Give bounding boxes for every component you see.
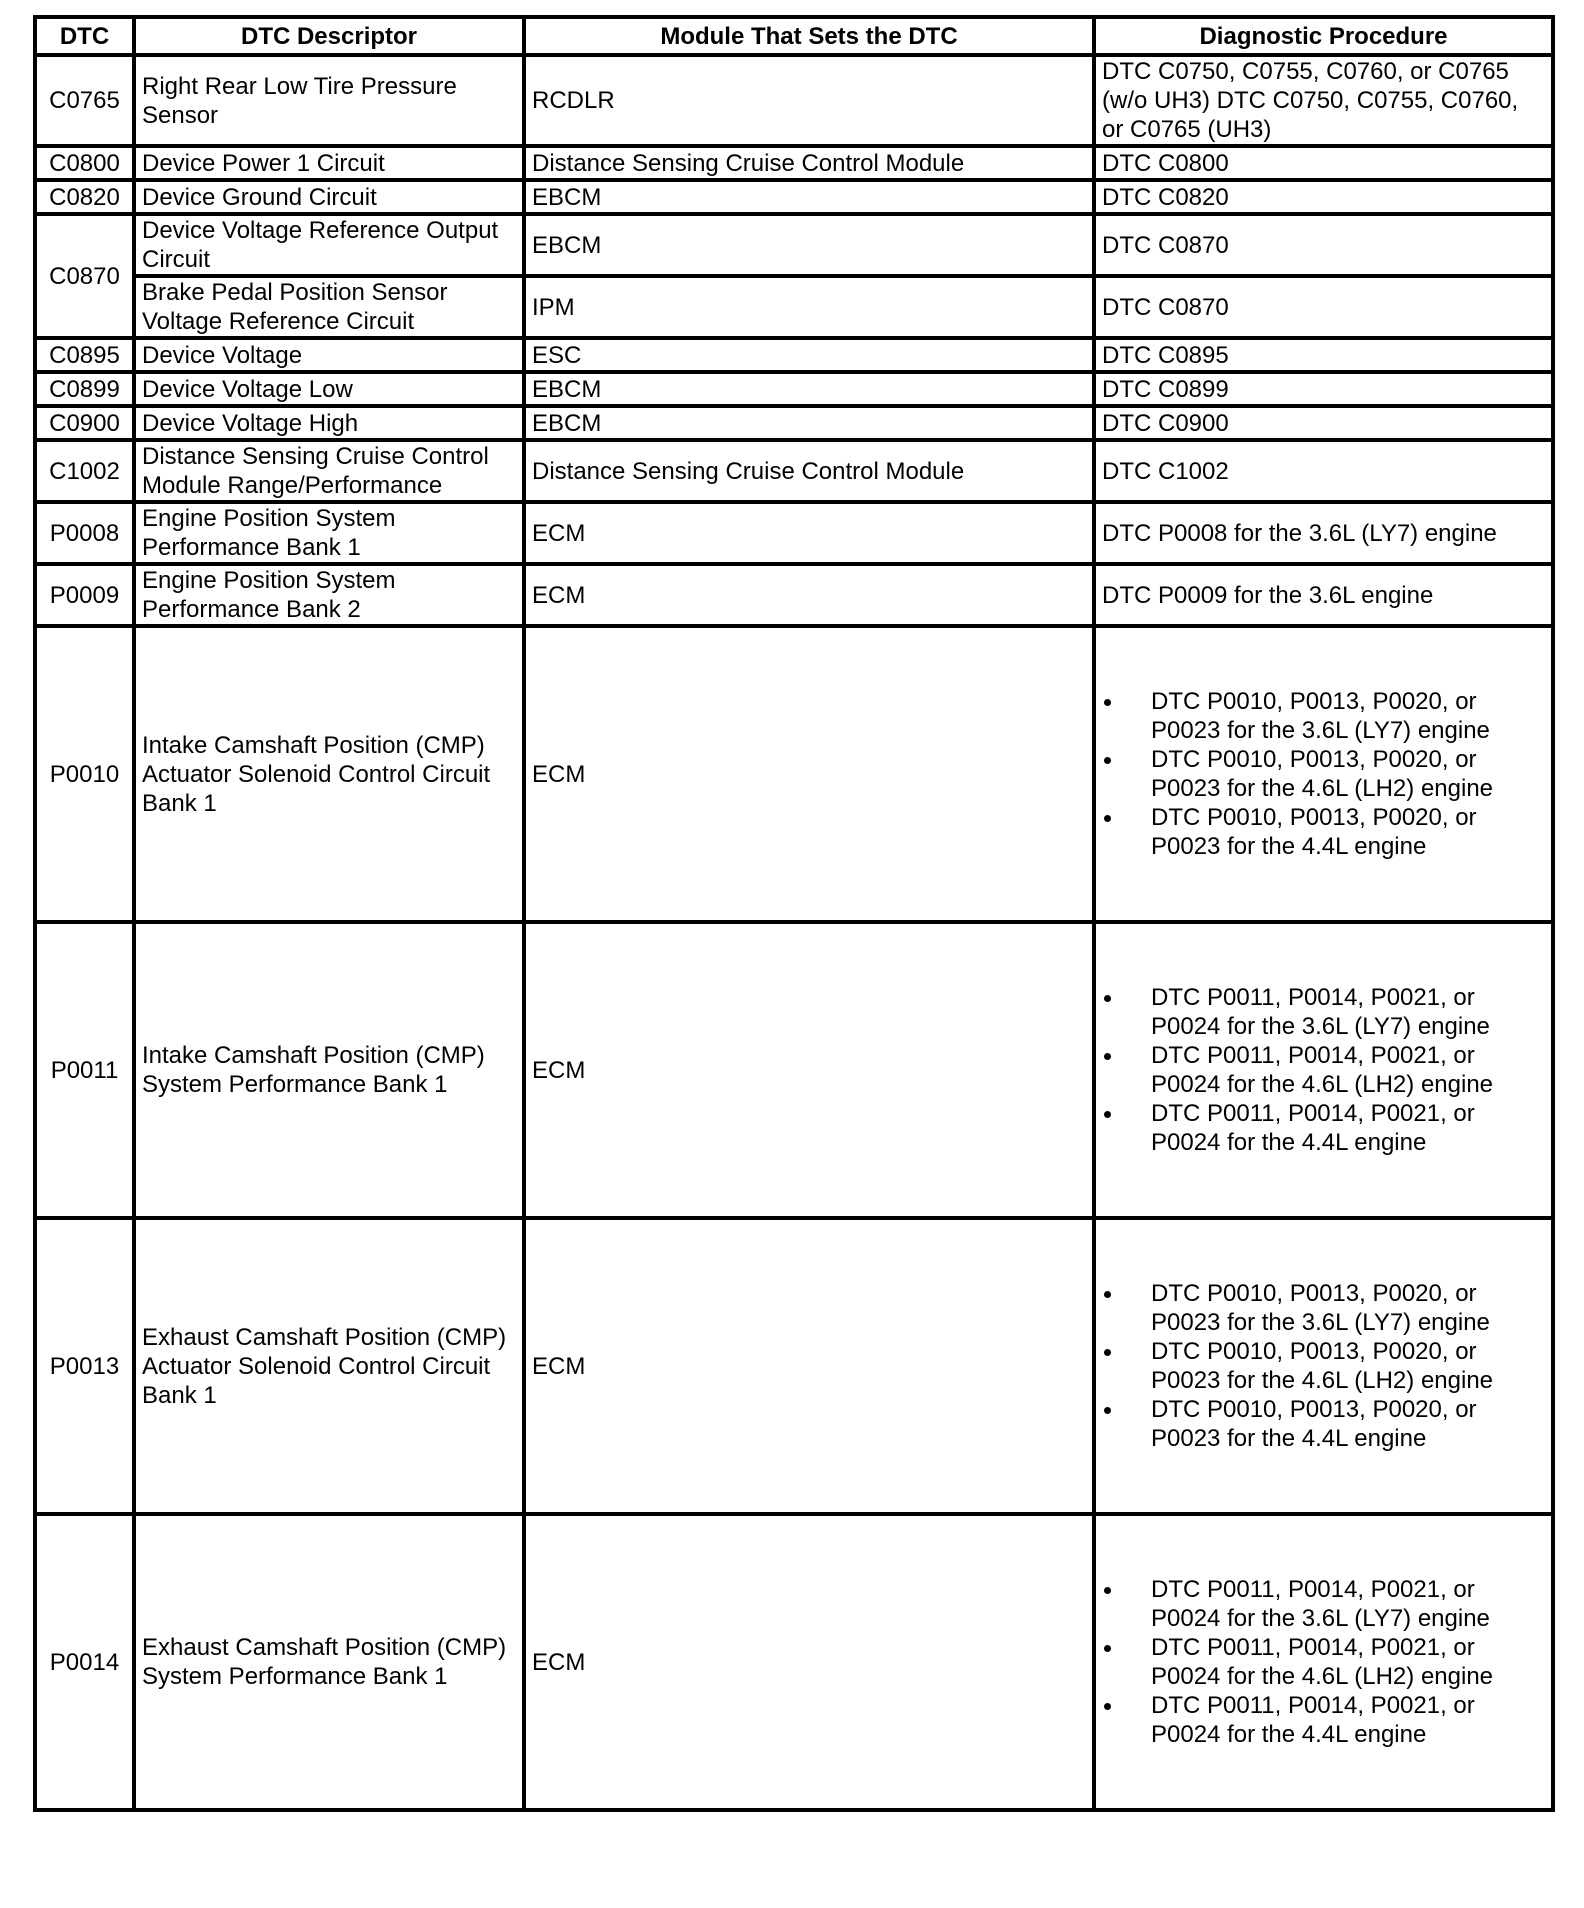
diagnostic-procedure: DTC C0750, C0755, C0760, or C0765 (w/o UH3) DTC C0750, C0755, C0760, or C0765 (UH3) bbox=[1094, 55, 1553, 146]
diagnostic-procedure: DTC C0820 bbox=[1094, 180, 1553, 214]
diagnostic-procedure bbox=[1094, 922, 1553, 1218]
procedure-list bbox=[1102, 983, 1545, 1157]
header-dtc: DTC bbox=[35, 17, 134, 55]
procedure-list bbox=[1102, 1279, 1545, 1453]
table-row bbox=[35, 626, 1553, 922]
header-row bbox=[35, 17, 1553, 55]
module-name: ECM bbox=[524, 564, 1094, 626]
procedure-item: DTC P0010, P0013, P0020, or P0023 for the 4.6L (LH2) engine bbox=[1151, 745, 1545, 803]
procedure-item: DTC P0010, P0013, P0020, or P0023 for the 4.4L engine bbox=[1151, 803, 1545, 861]
procedure-item: DTC P0011, P0014, P0021, or P0024 for the 3.6L (LY7) engine bbox=[1151, 1575, 1545, 1633]
header-module: Module That Sets the DTC bbox=[524, 17, 1094, 55]
module-name: ESC bbox=[524, 338, 1094, 372]
module-name: ECM bbox=[524, 1514, 1094, 1810]
table-row bbox=[35, 1514, 1553, 1810]
dtc-code: C0820 bbox=[35, 180, 134, 214]
module-name: IPM bbox=[524, 276, 1094, 338]
dtc-code: P0010 bbox=[35, 626, 134, 922]
table-row bbox=[35, 406, 1553, 440]
dtc-code: P0009 bbox=[35, 564, 134, 626]
procedure-item: DTC P0011, P0014, P0021, or P0024 for the 4.6L (LH2) engine bbox=[1151, 1041, 1545, 1099]
table-row bbox=[35, 564, 1553, 626]
diagnostic-procedure: DTC C0900 bbox=[1094, 406, 1553, 440]
table-row bbox=[35, 922, 1553, 1218]
dtc-code: C0900 bbox=[35, 406, 134, 440]
table-row bbox=[35, 502, 1553, 564]
table-row bbox=[35, 146, 1553, 180]
module-name: EBCM bbox=[524, 372, 1094, 406]
dtc-descriptor: Intake Camshaft Position (CMP) Actuator Solenoid Control Circuit Bank 1 bbox=[134, 626, 524, 922]
module-name: ECM bbox=[524, 502, 1094, 564]
module-name: ECM bbox=[524, 922, 1094, 1218]
dtc-code: C0765 bbox=[35, 55, 134, 146]
diagnostic-procedure: DTC C0800 bbox=[1094, 146, 1553, 180]
dtc-descriptor: Device Voltage bbox=[134, 338, 524, 372]
procedure-item: DTC P0010, P0013, P0020, or P0023 for the 3.6L (LY7) engine bbox=[1151, 1279, 1545, 1337]
module-name: ECM bbox=[524, 626, 1094, 922]
table-row bbox=[35, 440, 1553, 502]
diagnostic-procedure: DTC P0008 for the 3.6L (LY7) engine bbox=[1094, 502, 1553, 564]
module-name: ECM bbox=[524, 1218, 1094, 1514]
dtc-descriptor: Engine Position System Performance Bank 2 bbox=[134, 564, 524, 626]
table-row bbox=[35, 372, 1553, 406]
table-row bbox=[35, 338, 1553, 372]
dtc-code: C0870 bbox=[35, 214, 134, 338]
procedure-item: DTC P0011, P0014, P0021, or P0024 for the 3.6L (LY7) engine bbox=[1151, 983, 1545, 1041]
module-name: Distance Sensing Cruise Control Module bbox=[524, 146, 1094, 180]
procedure-item: DTC P0011, P0014, P0021, or P0024 for the 4.6L (LH2) engine bbox=[1151, 1633, 1545, 1691]
dtc-descriptor: Device Voltage Reference Output Circuit bbox=[134, 214, 524, 276]
dtc-code: P0011 bbox=[35, 922, 134, 1218]
dtc-code: P0008 bbox=[35, 502, 134, 564]
header-procedure: Diagnostic Procedure bbox=[1094, 17, 1553, 55]
diagnostic-procedure: DTC C0870 bbox=[1094, 214, 1553, 276]
dtc-descriptor: Exhaust Camshaft Position (CMP) Actuator Solenoid Control Circuit Bank 1 bbox=[134, 1218, 524, 1514]
dtc-descriptor: Device Voltage High bbox=[134, 406, 524, 440]
procedure-item: DTC P0011, P0014, P0021, or P0024 for the 4.4L engine bbox=[1151, 1691, 1545, 1749]
module-name: EBCM bbox=[524, 180, 1094, 214]
module-name: RCDLR bbox=[524, 55, 1094, 146]
table-row bbox=[35, 55, 1553, 146]
dtc-descriptor: Intake Camshaft Position (CMP) System Performance Bank 1 bbox=[134, 922, 524, 1218]
dtc-descriptor: Brake Pedal Position Sensor Voltage Reference Circuit bbox=[134, 276, 524, 338]
table-row bbox=[35, 276, 1553, 338]
module-name: EBCM bbox=[524, 214, 1094, 276]
table-row bbox=[35, 180, 1553, 214]
diagnostic-procedure: DTC P0009 for the 3.6L engine bbox=[1094, 564, 1553, 626]
module-name: EBCM bbox=[524, 406, 1094, 440]
dtc-code: C0899 bbox=[35, 372, 134, 406]
diagnostic-procedure bbox=[1094, 626, 1553, 922]
header-descriptor: DTC Descriptor bbox=[134, 17, 524, 55]
procedure-item: DTC P0011, P0014, P0021, or P0024 for the 4.4L engine bbox=[1151, 1099, 1545, 1157]
diagnostic-procedure bbox=[1094, 1218, 1553, 1514]
diagnostic-procedure: DTC C0870 bbox=[1094, 276, 1553, 338]
dtc-descriptor: Engine Position System Performance Bank 1 bbox=[134, 502, 524, 564]
procedure-list bbox=[1102, 1575, 1545, 1749]
procedure-item: DTC P0010, P0013, P0020, or P0023 for the 3.6L (LY7) engine bbox=[1151, 687, 1545, 745]
dtc-descriptor: Device Power 1 Circuit bbox=[134, 146, 524, 180]
diagnostic-procedure: DTC C0899 bbox=[1094, 372, 1553, 406]
procedure-list bbox=[1102, 687, 1545, 861]
dtc-descriptor: Distance Sensing Cruise Control Module Range/Performance bbox=[134, 440, 524, 502]
dtc-code: C0895 bbox=[35, 338, 134, 372]
dtc-code: C1002 bbox=[35, 440, 134, 502]
diagnostic-procedure: DTC C0895 bbox=[1094, 338, 1553, 372]
dtc-code: P0013 bbox=[35, 1218, 134, 1514]
dtc-descriptor: Device Ground Circuit bbox=[134, 180, 524, 214]
dtc-code: P0014 bbox=[35, 1514, 134, 1810]
dtc-descriptor: Exhaust Camshaft Position (CMP) System Performance Bank 1 bbox=[134, 1514, 524, 1810]
diagnostic-procedure: DTC C1002 bbox=[1094, 440, 1553, 502]
dtc-descriptor: Device Voltage Low bbox=[134, 372, 524, 406]
table-row bbox=[35, 1218, 1553, 1514]
module-name: Distance Sensing Cruise Control Module bbox=[524, 440, 1094, 502]
table-row bbox=[35, 214, 1553, 276]
dtc-table bbox=[33, 15, 1555, 1812]
dtc-descriptor: Right Rear Low Tire Pressure Sensor bbox=[134, 55, 524, 146]
procedure-item: DTC P0010, P0013, P0020, or P0023 for the 4.4L engine bbox=[1151, 1395, 1545, 1453]
diagnostic-procedure bbox=[1094, 1514, 1553, 1810]
dtc-code: C0800 bbox=[35, 146, 134, 180]
procedure-item: DTC P0010, P0013, P0020, or P0023 for the 4.6L (LH2) engine bbox=[1151, 1337, 1545, 1395]
